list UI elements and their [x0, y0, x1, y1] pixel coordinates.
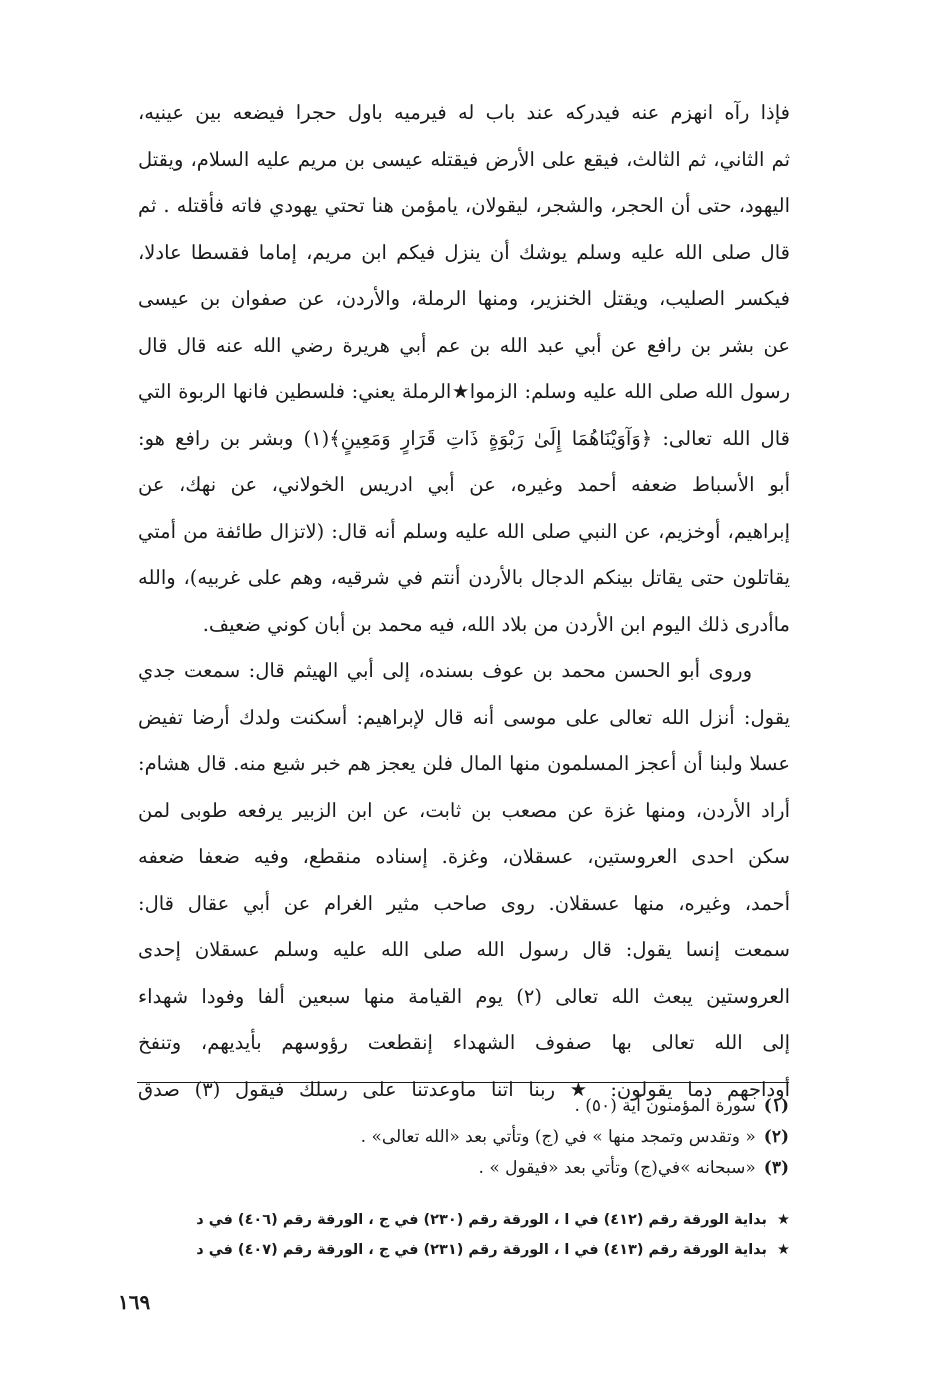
- text-line: إلى الله تعالى بها صفوف الشهداء إنقطعت رؤوسهم بأيديهم، وتنفخ: [138, 1031, 790, 1054]
- footnote: [137, 1091, 789, 1122]
- footnote-text: « وتقدس وتمجد منها » في (ج) وتأتي بعد «الله تعالى» .: [360, 1127, 756, 1147]
- footnote-number: (٢): [763, 1127, 789, 1147]
- footnote-text: «سبحانه »في(ج) وتأتي بعد «فيقول » .: [478, 1158, 756, 1178]
- star-marker: ★: [777, 1242, 790, 1258]
- text-line: أبو الأسباط ضعفه أحمد وغيره، عن أبي ادريس الخولاني، عن نهك، عن: [138, 473, 790, 496]
- text-line: رسول الله صلى الله عليه وسلم: الزموا★الرملة يعني: فلسطين فانها الربوة التي: [138, 380, 790, 403]
- folio-notes: [138, 1205, 790, 1265]
- folio-note: [138, 1235, 790, 1265]
- folio-note: [138, 1205, 790, 1235]
- footnote: [137, 1153, 789, 1184]
- text-line: يقاتلون حتى يقاتل بينكم الدجال بالأردن أنتم في شرقيه، وهم على غربيه)، والله: [138, 566, 790, 589]
- footnote-number: (٣): [763, 1158, 789, 1178]
- text-line: فيكسر الصليب، ويقتل الخنزير، ومنها الرملة، والأردن، عن صفوان بن عيسى: [138, 287, 790, 310]
- text-line: قال الله تعالى: ﴿وَآوَيْنَاهُمَا إِلَىٰ رَبْوَةٍ ذَاتِ قَرَارٍ وَمَعِينٍ﴾(١) وبشر بن رافع هو:: [138, 426, 790, 450]
- text-line: ماأدرى ذلك اليوم ابن الأردن من بلاد الله، فيه محمد بن أبان كوني ضعيف.: [202, 612, 790, 636]
- main-text: [138, 90, 790, 1113]
- text-line: أوداجهم دما يقولون: ★ ربنا اتنا ماوعدتنا على رسلك فيقول (٣) صدق: [138, 1077, 790, 1101]
- text-line: فإذا رآه انهزم عنه فيدركه عند باب له فيرميه باول حجرا فيضعه بين عينيه،: [138, 101, 790, 124]
- footnotes: [137, 1091, 789, 1184]
- footnote-divider: [137, 1082, 789, 1083]
- text-line: وروى أبو الحسن محمد بن عوف بسنده، إلى أبي الهيثم قال: سمعت جدي: [138, 659, 752, 682]
- star-marker: ★: [777, 1212, 790, 1228]
- text-line: عسلا ولبنا أن أعجز المسلمون منها المال فلن يعجز هم خبر شيع منه. قال هشام:: [138, 752, 790, 775]
- text-line: العروستين يبعث الله تعالى (٢) يوم القيامة منها سبعين ألفا وفودا شهداء: [138, 984, 790, 1008]
- text-line: أراد الأردن، ومنها غزة عن مصعب بن ثابت، عن ابن الزبير يرفعه طوبى لمن: [138, 798, 790, 822]
- footnote-number: (١): [763, 1096, 789, 1116]
- text-line: أحمد، وغيره، منها عسقلان. روى صاحب مثير الغرام عن أبي عقال قال:: [138, 891, 790, 915]
- text-line: ثم الثاني، ثم الثالث، فيقع على الأرض فيقتله عيسى بن مريم عليه السلام، ويقتل: [138, 147, 790, 171]
- page-number: ١٦٩: [118, 1290, 151, 1314]
- text-line: سمعت إنسا يقول: قال رسول الله صلى الله عليه وسلم عسقلان إحدى: [138, 938, 790, 961]
- text-line: عن بشر بن رافع عن أبي عبد الله بن عم أبي هريرة رضي الله عنه قال قال: [138, 333, 790, 357]
- folio-note-text: بداية الورقة رقم (٤١٣) في ا ، الورقة رقم (٢٣١) في ج ، الورقة رقم (٤٠٧) في د: [196, 1242, 767, 1258]
- footnote: [137, 1122, 789, 1153]
- text-line: يقول: أنزل الله تعالى على موسى أنه قال لإبراهيم: أسكنت ولدك أرضا تفيض: [138, 705, 790, 729]
- text-line: إبراهيم، أوخزيم، عن النبي صلى الله عليه وسلم أنه قال: (لاتزال طائفة من أمتي: [138, 519, 790, 543]
- footnote-text: سورة المؤمنون آية (٥٠) .: [574, 1096, 756, 1116]
- text-line: سكن احدى العروستين، عسقلان، وغزة. إسناده منقطع، وفيه ضعفا ضعفه: [138, 845, 790, 868]
- folio-note-text: بداية الورقة رقم (٤١٢) في ا ، الورقة رقم (٢٣٠) في ج ، الورقة رقم (٤٠٦) في د: [196, 1212, 767, 1228]
- text-line: اليهود، حتى أن الحجر، والشجر، ليقولان، يامؤمن هنا تحتي يهودي فاته فأقتله . ثم: [138, 194, 790, 217]
- text-line: قال صلى الله عليه وسلم يوشك أن ينزل فيكم ابن مريم، إماما فقسطا عادلا،: [138, 240, 790, 264]
